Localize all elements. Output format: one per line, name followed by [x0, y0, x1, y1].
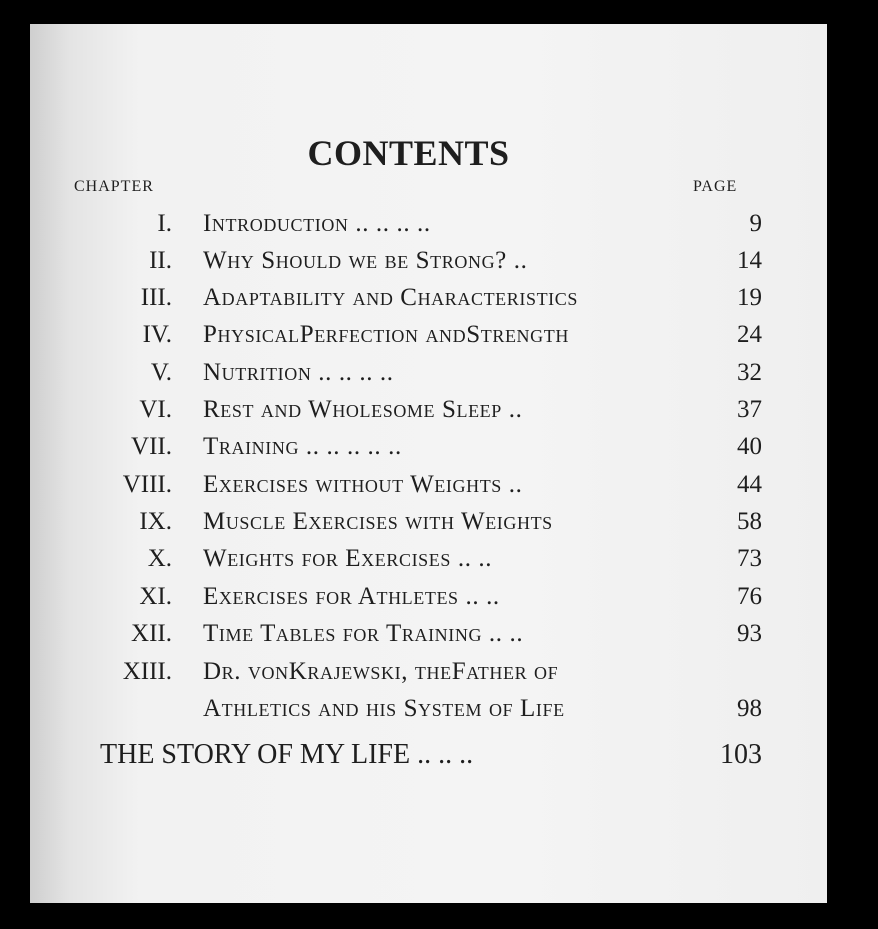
chapter-page: 58 — [737, 508, 762, 535]
chapter-number: VIII. — [122, 471, 172, 498]
chapter-page: 9 — [749, 210, 762, 237]
chapter-page: 40 — [737, 433, 762, 460]
chapter-title: Adaptability and Characteristics — [203, 284, 578, 311]
chapter-number: VI. — [139, 396, 172, 423]
chapter-title: Training .. .. .. .. .. — [203, 433, 402, 460]
chapter-page: 93 — [737, 620, 762, 647]
story-entry-page: 103 — [720, 739, 762, 770]
chapter-number: IX. — [139, 508, 172, 535]
chapter-title: Exercises for Athletes .. .. — [203, 583, 500, 610]
chapter-number: VII. — [131, 433, 172, 460]
chapter-page: 32 — [737, 359, 762, 386]
chapter-number: IV. — [142, 321, 172, 348]
chapter-page: 76 — [737, 583, 762, 610]
chapter-page: 14 — [737, 247, 762, 274]
chapter-number: XII. — [131, 620, 172, 647]
chapter-page: 73 — [737, 545, 762, 572]
chapter-number: XIII. — [122, 658, 172, 685]
chapter-title: Muscle Exercises with Weights — [203, 508, 553, 535]
chapter-page: 19 — [737, 284, 762, 311]
chapter-title: Weights for Exercises .. .. — [203, 545, 493, 572]
chapter-number: V. — [150, 359, 172, 386]
chapter-title: PhysicalPerfection andStrength — [203, 321, 569, 348]
chapter-title: Dr. vonKrajewski, theFather of — [203, 658, 559, 685]
chapter-number: X. — [147, 545, 172, 572]
page-title: CONTENTS — [307, 133, 510, 173]
chapter-number: XI. — [139, 583, 172, 610]
chapter-number: II. — [149, 247, 172, 274]
chapter-page: 37 — [737, 396, 762, 423]
chapter-number: I. — [157, 210, 172, 237]
book-page — [30, 24, 827, 903]
chapter-title: Exercises without Weights .. — [203, 471, 523, 498]
chapter-title: Why Should we be Strong? .. — [203, 247, 528, 274]
page-column-header: PAGE — [693, 178, 738, 195]
chapter-column-header: CHAPTER — [74, 178, 154, 195]
story-entry-title: THE STORY OF MY LIFE .. .. .. — [100, 739, 474, 770]
chapter-title: Nutrition .. .. .. .. — [203, 359, 394, 386]
chapter-title: Time Tables for Training .. .. — [203, 620, 524, 647]
chapter-number: III. — [140, 284, 172, 311]
chapter-title-continued: Athletics and his System of Life — [203, 695, 565, 722]
chapter-title: Introduction .. .. .. .. — [203, 210, 431, 237]
chapter-page: 98 — [737, 695, 762, 722]
chapter-title: Rest and Wholesome Sleep .. — [203, 396, 523, 423]
chapter-page: 44 — [737, 471, 762, 498]
chapter-page: 24 — [737, 321, 762, 348]
